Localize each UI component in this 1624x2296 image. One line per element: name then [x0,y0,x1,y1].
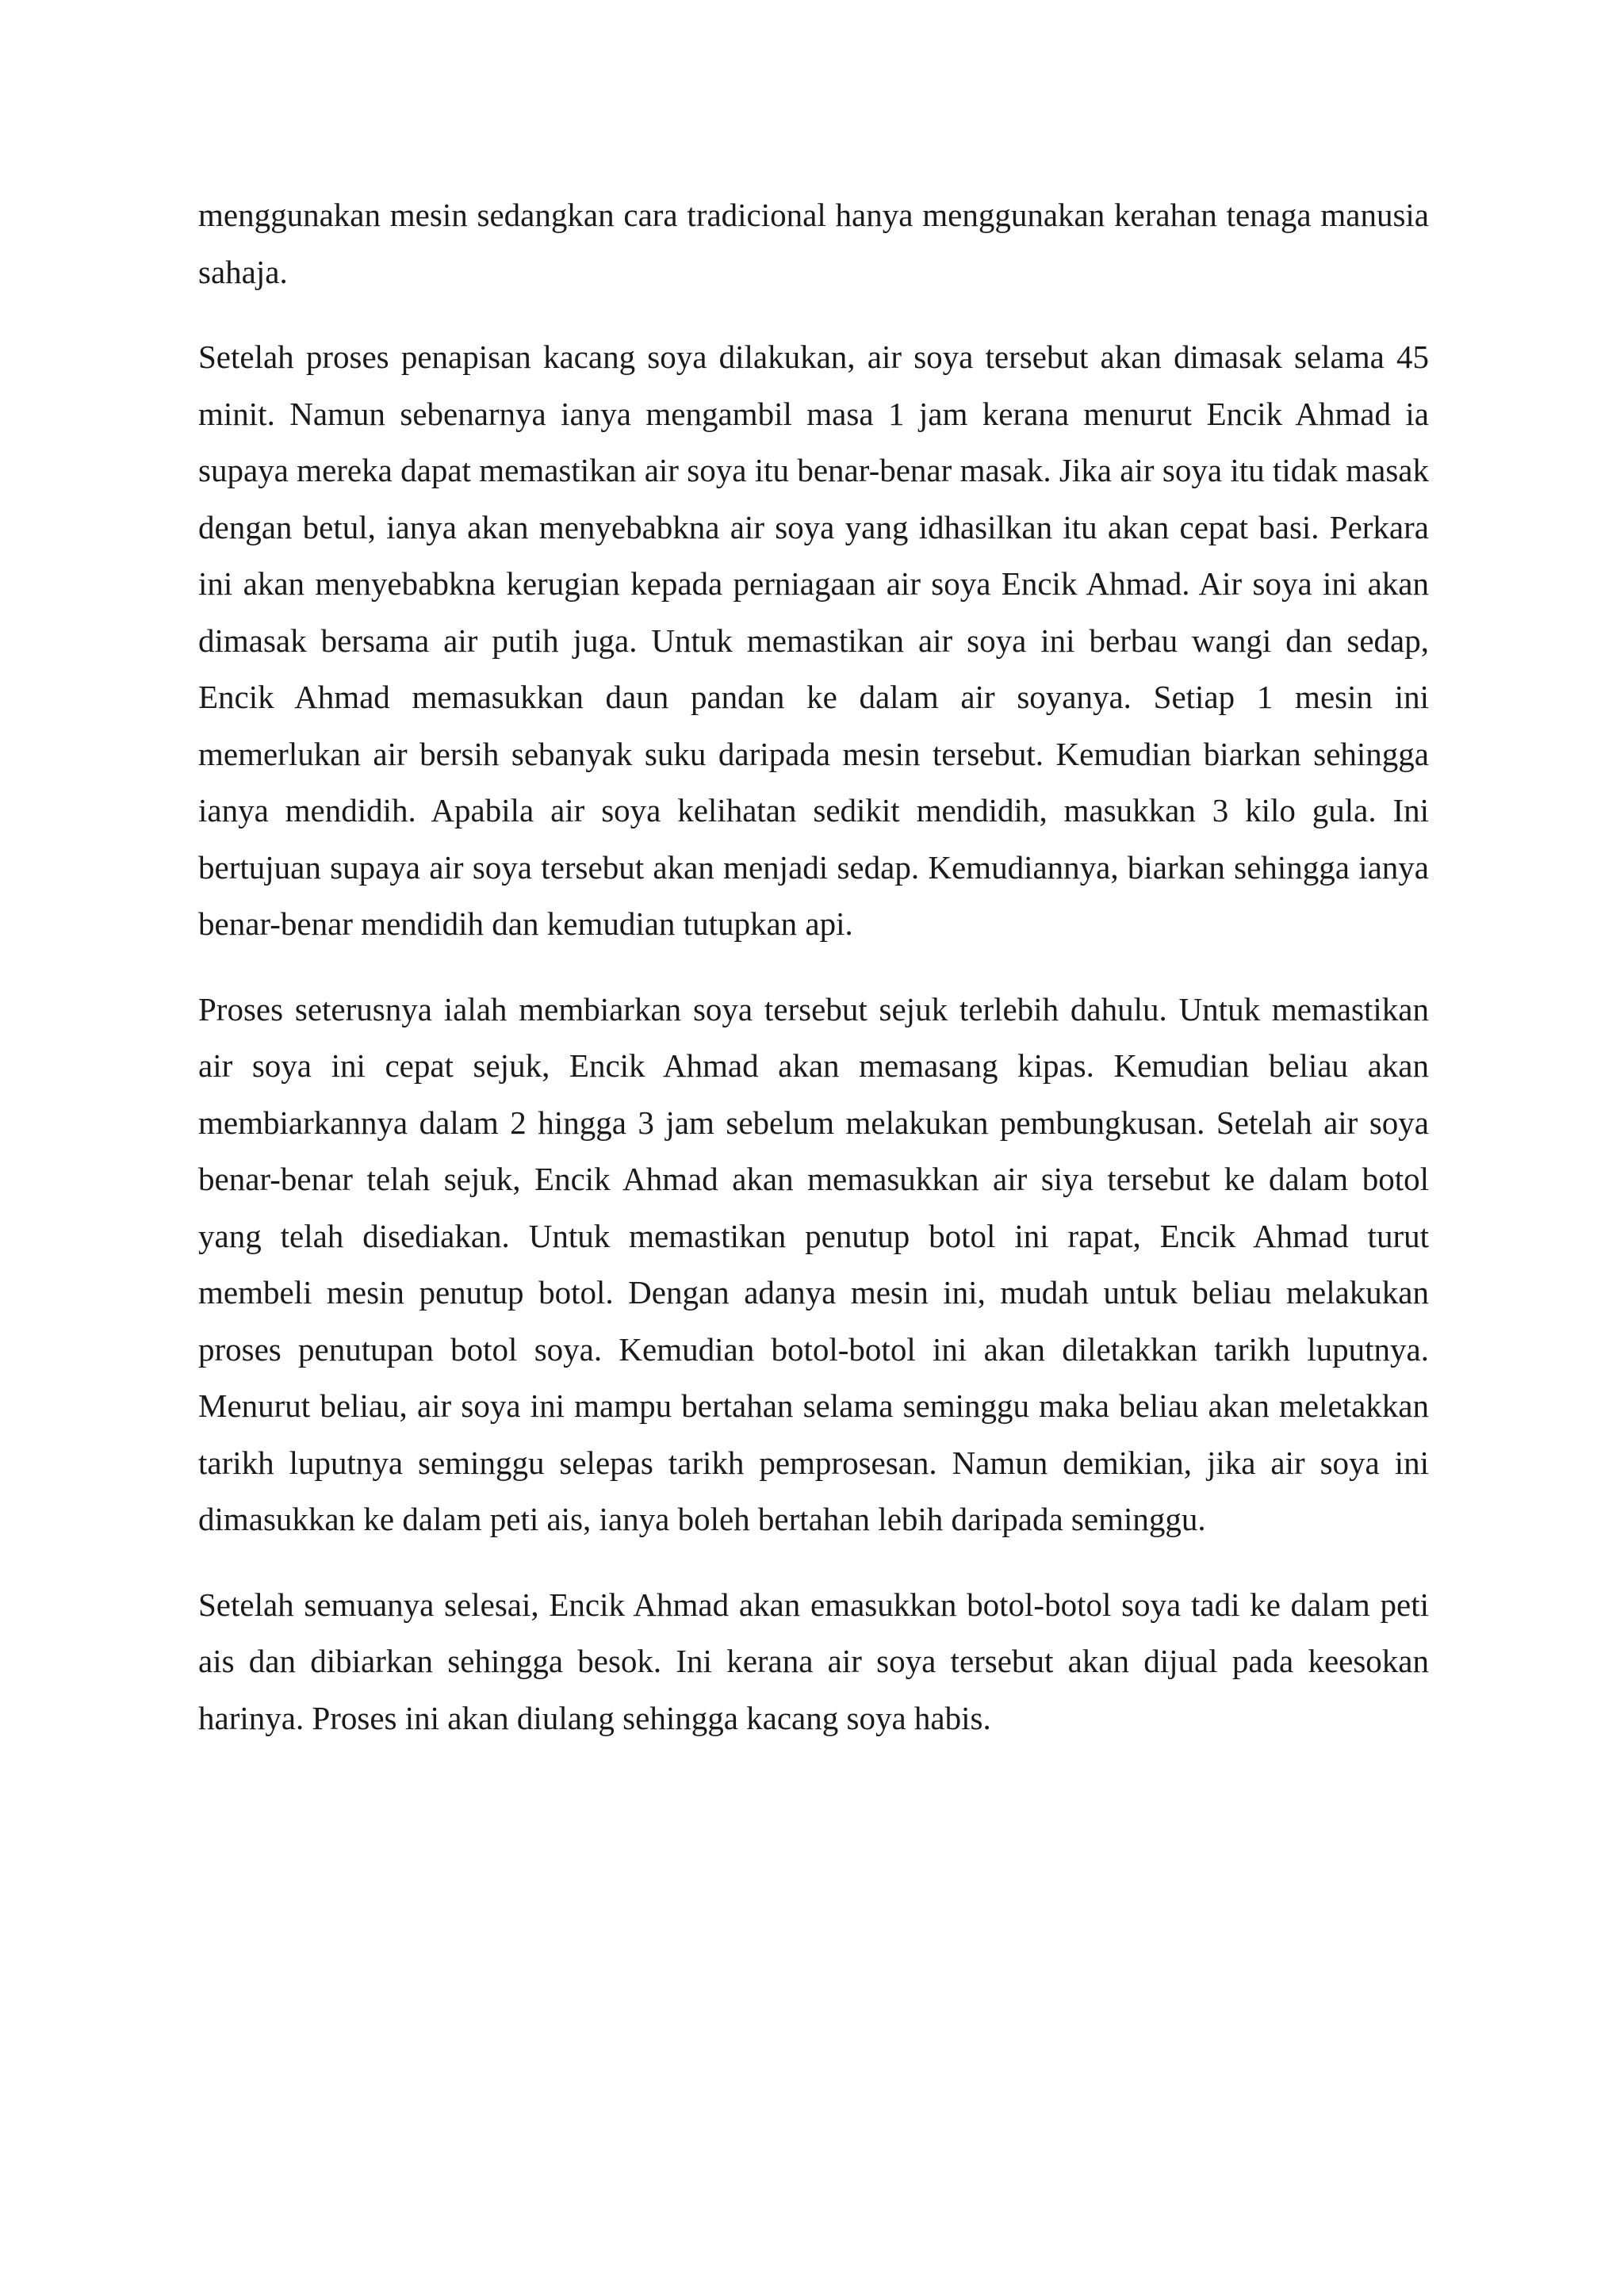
paragraph-1: menggunakan mesin sedangkan cara tradicional hanya menggunakan kerahan tenaga manusia sahaja. [198,197,1429,290]
paragraph-3: Proses seterusnya ialah membiarkan soya tersebut sejuk terlebih dahulu. Untuk memastikan air soya ini cepat sejuk, Encik Ahmad akan memasang kipas. Kemudian beliau akan membiarkannya dalam 2 hingga 3 jam sebelum melakukan pembungkusan. Setelah air soya benar-benar telah sejuk, Encik Ahmad akan memasukkan air siya tersebut ke dalam botol yang telah disediakan. Untuk memastikan penutup botol ini rapat, Encik Ahmad turut membeli mesin penutup botol. Dengan adanya mesin ini, mudah untuk beliau melakukan proses penutupan botol soya. Kemudian botol-botol ini akan diletakkan tarikh luputnya. Menurut beliau, air soya ini mampu bertahan selama seminggu maka beliau akan meletakkan tarikh luputnya seminggu selepas tarikh pemprosesan. Namun demikian, jika air soya ini dimasukkan ke dalam peti ais, ianya boleh bertahan lebih daripada seminggu. [198,990,1429,1537]
paragraph-2: Setelah proses penapisan kacang soya dilakukan, air soya tersebut akan dimasak selama 45 minit. Namun sebenarnya ianya mengambil masa 1 jam kerana menurut Encik Ahmad ia supaya mereka dapat memastikan air soya itu benar-benar masak. Jika air soya itu tidak masak dengan betul, ianya akan menyebabkna air soya yang idhasilkan itu akan cepat basi. Perkara ini akan menyebabkna kerugian kepada perniagaan air soya Encik Ahmad. Air soya ini akan dimasak bersama air putih juga. Untuk memastikan air soya ini berbau wangi dan sedap, Encik Ahmad memasukkan daun pandan ke dalam air soyanya. Setiap 1 mesin ini memerlukan air bersih sebanyak suku daripada mesin tersebut. Kemudian biarkan sehingga ianya mendidih. Apabila air soya kelihatan sedikit mendidih, masukkan 3 kilo gula. Ini bertujuan supaya air soya tersebut akan menjadi sedap. Kemudiannya, biarkan sehingga ianya benar-benar mendidih dan kemudian tutupkan api. [198,339,1429,942]
document-page [198,187,1429,1775]
paragraph-4: Setelah semuanya selesai, Encik Ahmad akan emasukkan botol-botol soya tadi ke dalam peti ais dan dibiarkan sehingga besok. Ini kerana air soya tersebut akan dijual pada keesokan harinya. Proses ini akan diulang sehingga kacang soya habis. [198,1586,1429,1736]
